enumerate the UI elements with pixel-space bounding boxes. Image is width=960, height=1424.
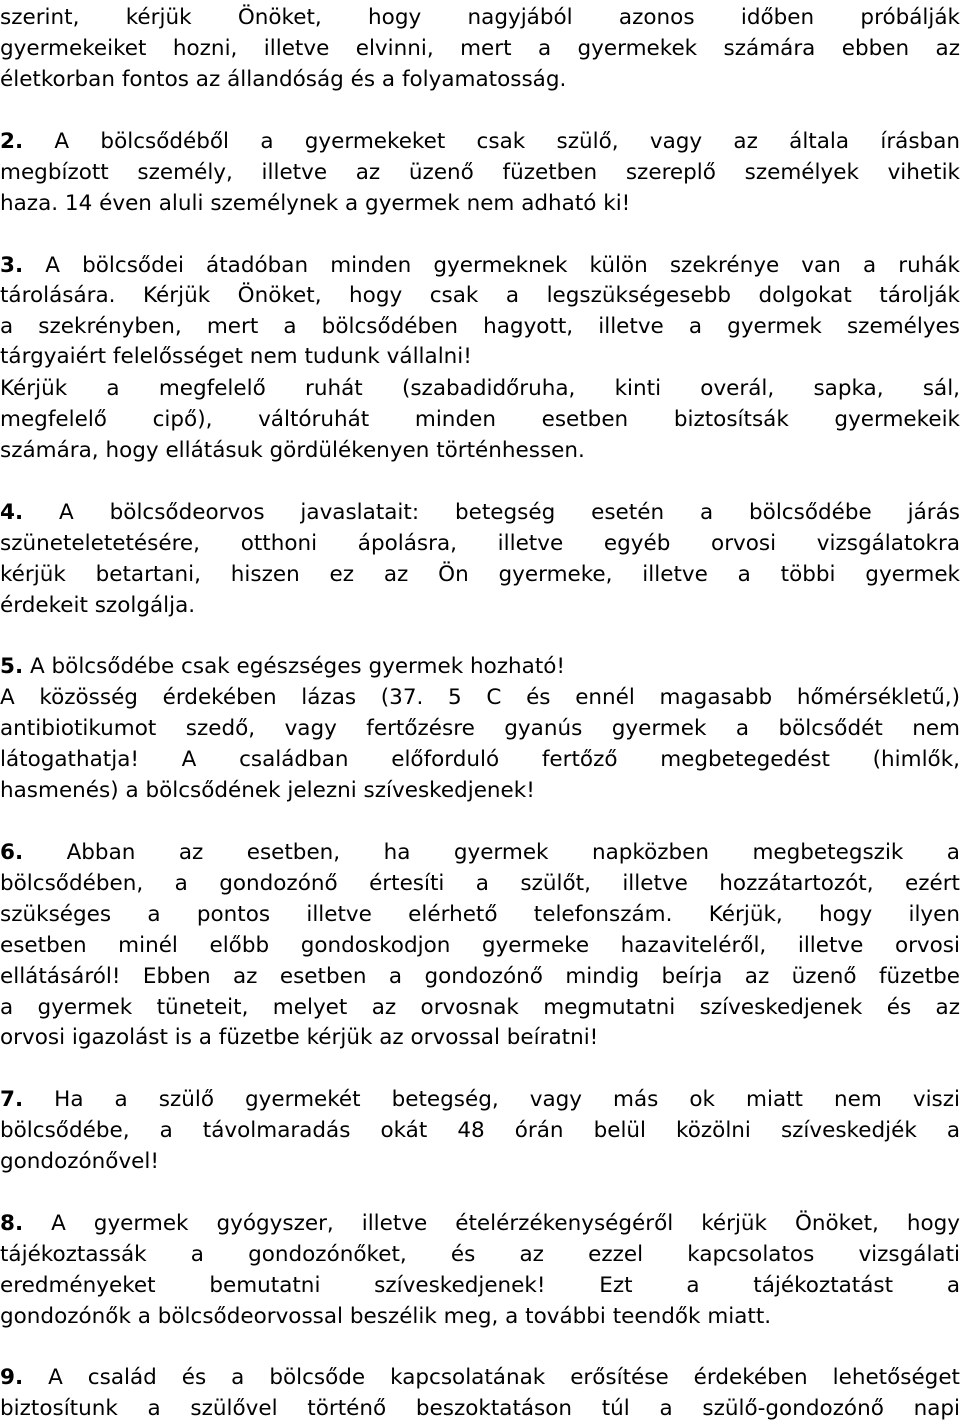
line-text: látogathatja! A családban előforduló fertőző megbetegedést (himlők, <box>0 746 960 772</box>
line-text: A gyermek gyógyszer, illetve ételérzékenységéről kérjük Önöket, hogy <box>23 1210 960 1236</box>
text-line <box>0 930 960 961</box>
line-text: életkorban fontos az állandóság és a folyamatosság. <box>0 66 567 92</box>
text-line <box>0 682 960 713</box>
line-text: kérjük betartani, hiszen ez az Ön gyermeke, illetve a többi gyermek <box>0 561 960 587</box>
line-text: hasmenés) a bölcsődének jelezni szíveskedjenek! <box>0 777 535 803</box>
text-line <box>0 64 960 95</box>
line-text: tárolására. Kérjük Önöket, hogy csak a legszükségesebb dolgokat tárolják <box>0 282 960 308</box>
text-line <box>0 1146 960 1177</box>
line-text: a szekrényben, mert a bölcsődében hagyott, illetve a gyermek személyes <box>0 313 960 339</box>
line-text: Ha a szülő gyermekét betegség, vagy más ok miatt nem viszi <box>23 1086 960 1112</box>
text-line <box>0 1208 960 1239</box>
text-line <box>0 280 960 311</box>
text-line <box>0 250 960 281</box>
text-line <box>0 1270 960 1301</box>
line-text: gondozónővel! <box>0 1148 159 1174</box>
section-number: 4. <box>0 499 24 525</box>
text-line <box>0 651 960 682</box>
line-text: A bölcsődeorvos javaslatait: betegség esetén a bölcsődébe járás <box>23 499 960 525</box>
line-text: A család és a bölcsőde kapcsolatának erősítése érdekében lehetőséget <box>23 1364 960 1390</box>
text-line <box>0 837 960 868</box>
line-text: ellátásáról! Ebben az esetben a gondozónő mindig beírja az üzenő füzetbe <box>0 963 960 989</box>
text-line <box>0 373 960 404</box>
text-line <box>0 1393 960 1424</box>
text-line <box>0 744 960 775</box>
line-text: tárgyaiért felelősséget nem tudunk vállalni! <box>0 343 472 369</box>
text-line <box>0 1115 960 1146</box>
line-text: szüneteletetésére, otthoni ápolásra, illetve egyéb orvosi vizsgálatokra <box>0 530 960 556</box>
text-line <box>0 868 960 899</box>
section-number: 2. <box>0 128 24 154</box>
text-line <box>0 1239 960 1270</box>
line-text: szerint, kérjük Önöket, hogy nagyjából azonos időben próbálják <box>0 4 960 30</box>
text-line <box>0 435 960 466</box>
line-text: a gyermek tüneteit, melyet az orvosnak megmutatni szíveskedjenek és az <box>0 994 960 1020</box>
line-text: bölcsődébe, a távolmaradás okát 48 órán belül közölni szíveskedjék a <box>0 1117 960 1143</box>
text-line <box>0 1301 960 1332</box>
line-text: szükséges a pontos illetve elérhető telefonszám. Kérjük, hogy ilyen <box>0 901 960 927</box>
text-line <box>0 1084 960 1115</box>
section-number: 9. <box>0 1364 24 1390</box>
text-line <box>0 2 960 33</box>
section-number: 6. <box>0 839 24 865</box>
line-text: A bölcsődei átadóban minden gyermeknek külön szekrénye van a ruhák <box>23 252 960 278</box>
text-line <box>0 1362 960 1393</box>
text-line <box>0 713 960 744</box>
text-line <box>0 528 960 559</box>
text-line <box>0 590 960 621</box>
line-text: esetben minél előbb gondoskodjon gyermeke hazaviteléről, illetve orvosi <box>0 932 960 958</box>
line-text: megbízott személy, illetve az üzenő füzetben szereplő személyek vihetik <box>0 159 960 185</box>
text-line <box>0 1022 960 1053</box>
text-line <box>0 341 960 372</box>
line-text: A közösség érdekében lázas (37. 5 C és ennél magasabb hőmérsékletű,) <box>0 684 960 710</box>
text-line <box>0 961 960 992</box>
line-text: biztosítunk a szülővel történő beszoktatáson túl a szülő-gondozónő napi <box>0 1395 960 1421</box>
text-line <box>0 311 960 342</box>
line-text: antibiotikumot szedő, vagy fertőzésre gyanús gyermek a bölcsődét nem <box>0 715 960 741</box>
text-line <box>0 404 960 435</box>
line-text: A bölcsődéből a gyermekeket csak szülő, vagy az általa írásban <box>23 128 960 154</box>
section-number: 8. <box>0 1210 24 1236</box>
line-text: gondozónők a bölcsődeorvossal beszélik meg, a további teendők miatt. <box>0 1303 772 1329</box>
text-line <box>0 497 960 528</box>
text-line <box>0 126 960 157</box>
line-text: orvosi igazolást is a füzetbe kérjük az orvossal beíratni! <box>0 1024 599 1050</box>
line-text: A bölcsődébe csak egészséges gyermek hozható! <box>23 653 566 679</box>
line-text: érdekeit szolgálja. <box>0 592 196 618</box>
section-number: 7. <box>0 1086 24 1112</box>
text-line <box>0 188 960 219</box>
section-number: 3. <box>0 252 24 278</box>
text-line <box>0 775 960 806</box>
text-line <box>0 899 960 930</box>
line-text: gyermekeiket hozni, illetve elvinni, mert a gyermekek számára ebben az <box>0 35 960 61</box>
line-text: számára, hogy ellátásuk gördülékenyen történhessen. <box>0 437 585 463</box>
line-text: Abban az esetben, ha gyermek napközben megbetegszik a <box>23 839 960 865</box>
line-text: megfelelő cipő), váltóruhát minden esetben biztosítsák gyermekeik <box>0 406 960 432</box>
line-text: haza. 14 éven aluli személynek a gyermek nem adható ki! <box>0 190 631 216</box>
line-text: eredményeket bemutatni szíveskedjenek! Ezt a tájékoztatást a <box>0 1272 960 1298</box>
line-text: bölcsődében, a gondozónő értesíti a szülőt, illetve hozzátartozót, ezért <box>0 870 960 896</box>
text-line <box>0 559 960 590</box>
text-line <box>0 992 960 1023</box>
line-text: tájékoztassák a gondozónőket, és az ezzel kapcsolatos vizsgálati <box>0 1241 960 1267</box>
text-line <box>0 33 960 64</box>
text-line <box>0 157 960 188</box>
section-number: 5. <box>0 653 24 679</box>
line-text: Kérjük a megfelelő ruhát (szabadidőruha, kinti overál, sapka, sál, <box>0 375 960 401</box>
